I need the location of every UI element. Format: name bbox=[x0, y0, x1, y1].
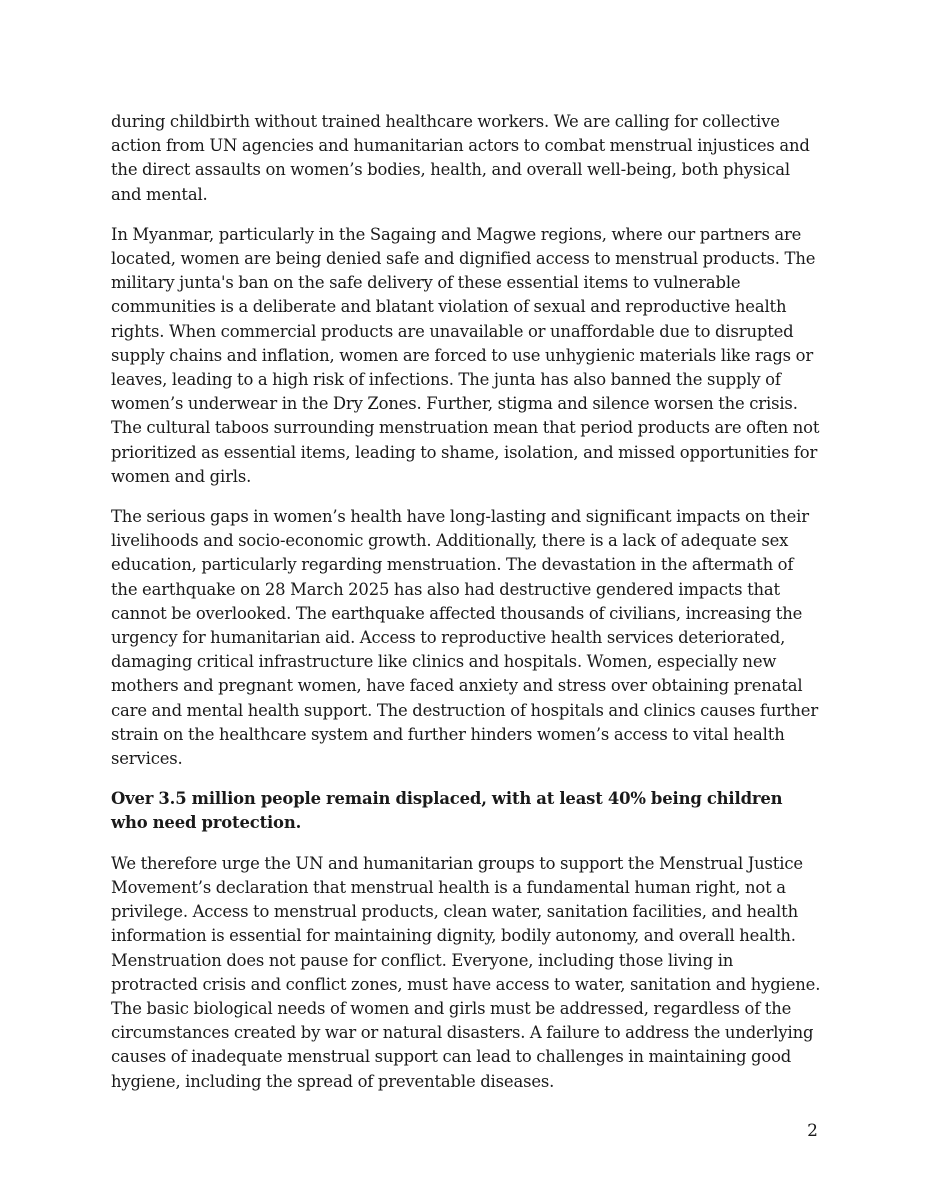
paragraph-myanmar-menstrual-access: In Myanmar, particularly in the Sagaing and Magwe regions, where our partners are located, women are being denied safe and dignified access to menstrual products. The military junta's ban on the safe delivery of these essential items to vulnerable communities is a deliberate and blatant violation of sexual and reproductive health rights. When commercial products are unavailable or unaffordable due to disrupted supply chains and inflation, women are forced to use unhygienic materials like rags or leaves, leading to a high risk of infections. The junta has also banned the supply of women’s underwear in the Dry Zones. Further, stigma and silence worsen the crisis. The cultural taboos surrounding menstruation mean that period products are often not prioritized as essential items, leading to shame, isolation, and missed opportunities for women and girls. bbox=[111, 224, 820, 486]
document-page bbox=[111, 110, 823, 1110]
paragraph-urge-un-support: We therefore urge the UN and humanitarian groups to support the Menstrual Justice Movement’s declaration that menstrual health is a fundamental human right, not a privilege. Access to menstrual products, clean water, sanitation facilities, and health information is essential for maintaining dignity, bodily autonomy, and overall health. Menstruation does not pause for conflict. Everyone, including those living in protracted crisis and conflict zones, must have access to water, sanitation and hygiene. The basic biological needs of women and girls must be addressed, regardless of the circumstances created by war or natural disasters. A failure to address the underlying causes of inadequate menstrual support can lead to challenges in maintaining good hygiene, including the spread of preventable diseases. bbox=[111, 853, 821, 1091]
paragraph-displacement-highlight: Over 3.5 million people remain displaced, with at least 40% being children who need protection. bbox=[111, 789, 783, 833]
page-number: 2 bbox=[807, 1121, 818, 1141]
paragraph-childbirth-call-to-action: during childbirth without trained healthcare workers. We are calling for collective action from UN agencies and humanitarian actors to combat menstrual injustices and the direct assaults on women’s bodies, health, and overall well-being, both physical and mental. bbox=[111, 112, 810, 204]
paragraph-health-gaps-earthquake: The serious gaps in women’s health have long-lasting and significant impacts on their livelihoods and socio-economic growth. Additionally, there is a lack of adequate sex education, particularly regarding menstruation. The devastation in the aftermath of the earthquake on 28 March 2025 has also had destructive gendered impacts that cannot be overlooked. The earthquake affected thousands of civilians, increasing the urgency for humanitarian aid. Access to reproductive health services deteriorated, damaging critical infrastructure like clinics and hospitals. Women, especially new mothers and pregnant women, have faced anxiety and stress over obtaining prenatal care and mental health support. The destruction of hospitals and clinics causes further strain on the healthcare system and further hinders women’s access to vital health services. bbox=[111, 507, 819, 769]
